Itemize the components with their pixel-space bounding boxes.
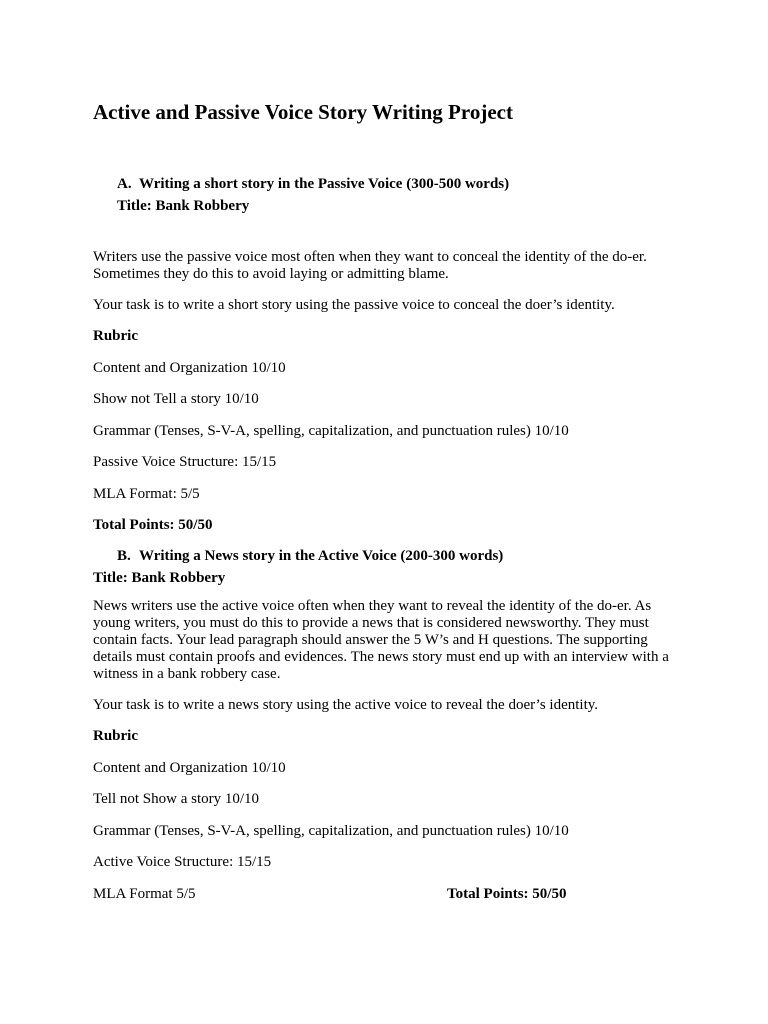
section-b-letter: B. — [117, 548, 131, 564]
section-a-paragraph-2: Your task is to write a short story using the passive voice to conceal the doer’s identity. — [93, 297, 615, 313]
section-a-rubric-item: Grammar (Tenses, S-V-A, spelling, capitalization, and punctuation rules) 10/10 — [93, 423, 569, 439]
section-b-total-points: Total Points: 50/50 — [447, 886, 567, 902]
section-a-letter: A. — [117, 176, 132, 192]
section-b-rubric-item: Grammar (Tenses, S-V-A, spelling, capitalization, and punctuation rules) 10/10 — [93, 823, 569, 839]
section-a-heading — [117, 176, 509, 193]
section-a-story-title: Title: Bank Robbery — [117, 198, 250, 214]
section-b-rubric-heading: Rubric — [93, 728, 138, 744]
section-b-rubric-item: Tell not Show a story 10/10 — [93, 791, 260, 807]
section-a-paragraph-1: Writers use the passive voice most often when they want to conceal the identity of the do-er. Sometimes they do this to avoid laying or admitting blame. — [93, 249, 647, 282]
section-b-story-title: Title: Bank Robbery — [93, 570, 226, 586]
section-a-heading-text: Writing a short story in the Passive Voice (300-500 words) — [139, 176, 510, 192]
section-a-rubric-heading: Rubric — [93, 328, 138, 344]
section-b-rubric-item: Content and Organization 10/10 — [93, 760, 286, 776]
section-a-rubric-item: Content and Organization 10/10 — [93, 360, 286, 376]
section-b-rubric-item: Active Voice Structure: 15/15 — [93, 854, 272, 870]
section-b-rubric-item: MLA Format 5/5 — [93, 886, 196, 902]
document-title: Active and Passive Voice Story Writing Project — [93, 100, 513, 124]
section-b-paragraph-2: Your task is to write a news story using the active voice to reveal the doer’s identity. — [93, 697, 599, 713]
section-a-rubric-item: Passive Voice Structure: 15/15 — [93, 454, 277, 470]
section-a-rubric-item: Show not Tell a story 10/10 — [93, 391, 259, 407]
section-a-total-points: Total Points: 50/50 — [93, 517, 213, 533]
section-a-rubric-item: MLA Format: 5/5 — [93, 486, 200, 502]
section-b-paragraph-1: News writers use the active voice often when they want to reveal the identity of the do-er. As young writers, you must do this to provide a news that is considered newsworthy. They must contain facts. Your lead paragraph should answer the 5 W’s and H questions. The supporting details must contain proofs and evidences. The news story must end up with an interview with a witness in a bank robbery case. — [93, 598, 669, 682]
section-b-heading-text: Writing a News story in the Active Voice (200-300 words) — [139, 548, 504, 564]
section-b-heading — [117, 548, 503, 565]
